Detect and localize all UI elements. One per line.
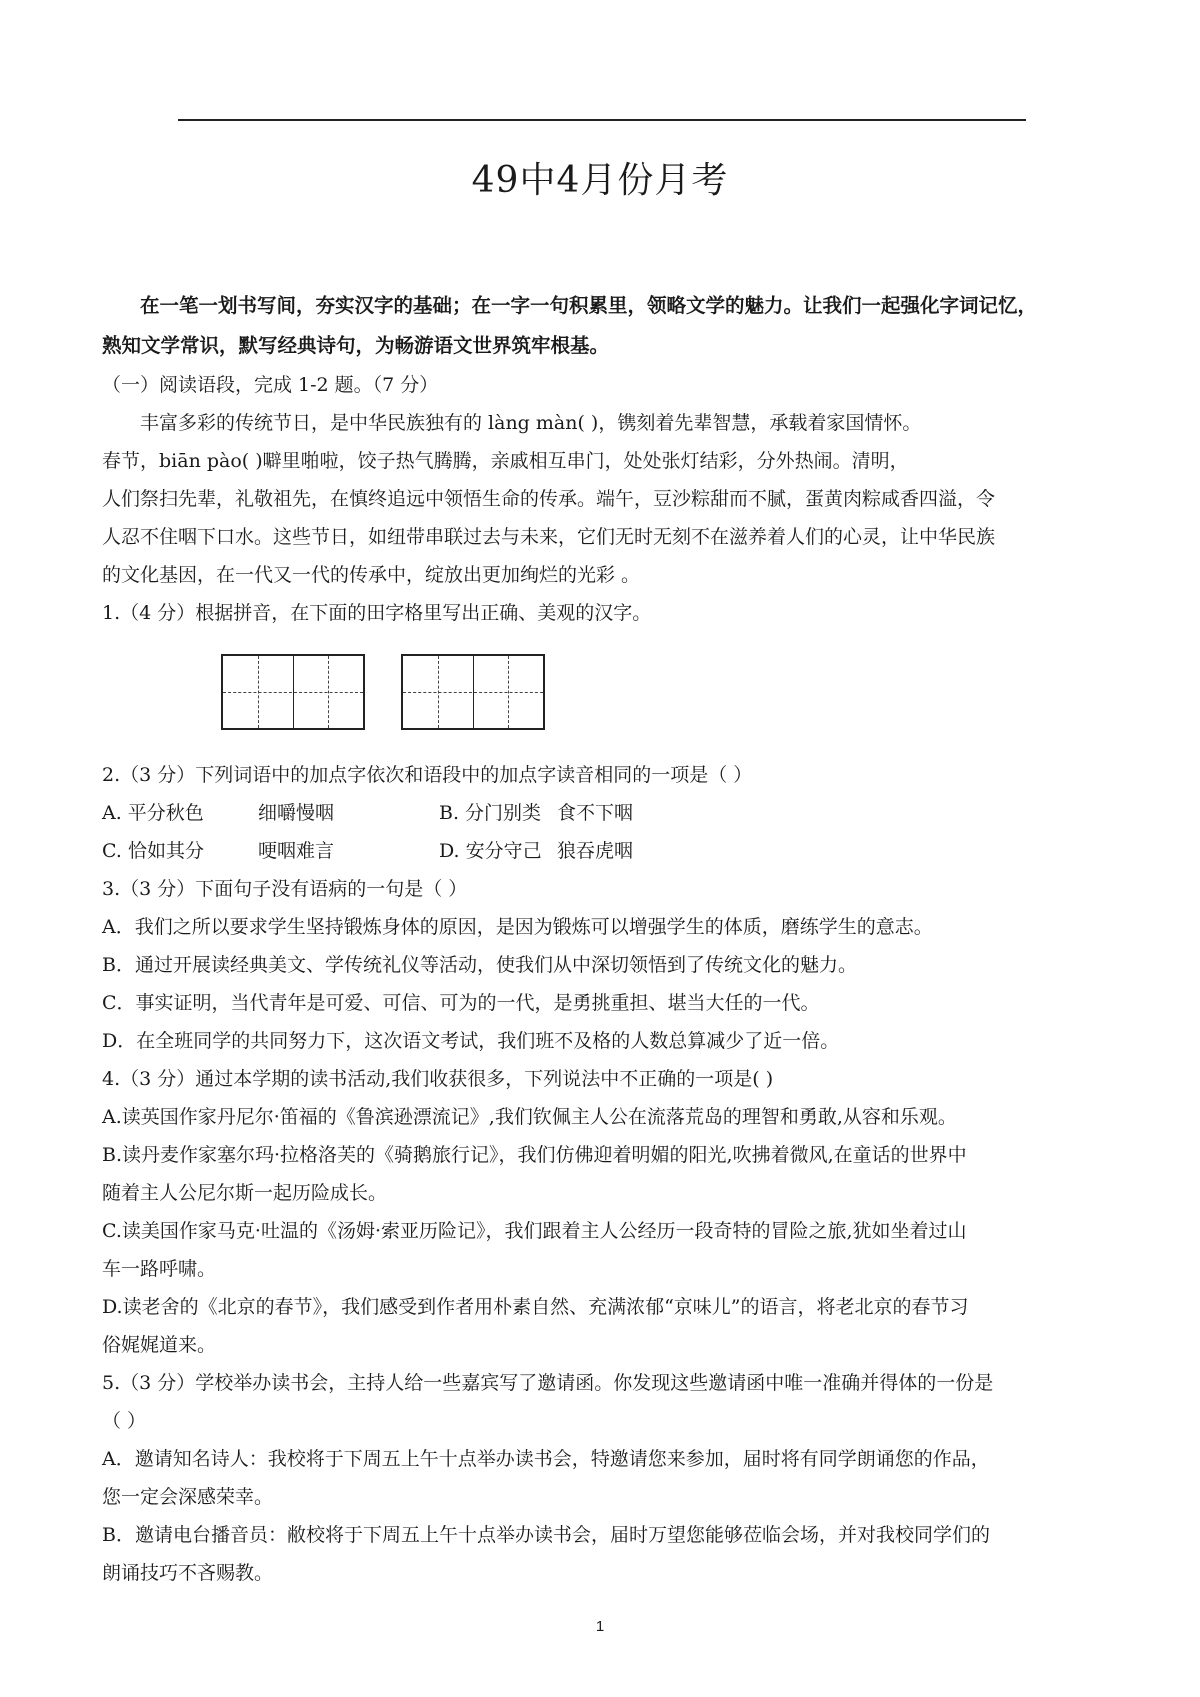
passage-line: 人忍不住咽下口水。这些节日，如纽带串联过去与未来，它们无时无刻不在滋养着人们的心灵，让中华民族	[102, 526, 996, 548]
header-rule	[178, 119, 1026, 121]
q3-option-a: A．我们之所以要求学生坚持锻炼身体的原因，是因为锻炼可以增强学生的体质，磨练学生的意志。	[102, 916, 933, 938]
q4-line: 车一路呼啸。	[102, 1258, 217, 1280]
exam-body	[102, 286, 1100, 1592]
q2-option-b-text: 食不下咽	[557, 802, 634, 824]
q4-line: A.读英国作家丹尼尔·笛福的《鲁滨逊漂流记》,我们钦佩主人公在流落荒岛的理智和勇敢,从容和乐观。	[102, 1106, 957, 1128]
q5-line: B．邀请电台播音员：敝校将于下周五上午十点举办读书会，届时万望您能够莅临会场，并对我校同学们的	[102, 1524, 990, 1546]
intro-line-1: 在一笔一划书写间，夯实汉字的基础；在一字一句积累里，领略文学的魅力。让我们一起强化字词记忆，	[140, 294, 1038, 317]
q3-option-b: B．通过开展读经典美文、学传统礼仪等活动，使我们从中深切领悟到了传统文化的魅力。	[102, 954, 857, 976]
page-number: 1	[595, 1618, 605, 1635]
passage-line: 春节，biān pào( )噼里啪啦，饺子热气腾腾，亲戚相互串门，处处张灯结彩，分外热闹。清明，	[102, 450, 909, 472]
q3-option-d: D．在全班同学的共同努力下，这次语文考试，我们班不及格的人数总算减少了近一倍。	[102, 1030, 840, 1052]
tianzige-row	[102, 632, 1100, 756]
question-1: 1.（4 分）根据拼音，在下面的田字格里写出正确、美观的汉字。	[102, 602, 652, 624]
question-2: 2.（3 分）下列词语中的加点字依次和语段中的加点字读音相同的一项是（ ）	[102, 764, 753, 786]
q5-line: 朗诵技巧不吝赐教。	[102, 1562, 274, 1584]
q3-option-c: C．事实证明，当代青年是可爱、可信、可为的一代，是勇挑重担、堪当大任的一代。	[102, 992, 820, 1014]
page-title: 49中4月份月考	[471, 160, 729, 201]
q4-line: B.读丹麦作家塞尔玛·拉格洛芙的《骑鹅旅行记》，我们仿佛迎着明媚的阳光,吹拂着微风,在童话的世界中	[102, 1144, 967, 1166]
q5-line: A．邀请知名诗人：我校将于下周五上午十点举办读书会，特邀请您来参加，届时将有同学朗诵您的作品，	[102, 1448, 990, 1470]
passage-line: 的文化基因，在一代又一代的传承中，绽放出更加绚烂的光彩 。	[102, 564, 641, 586]
section-heading: （一）阅读语段，完成 1-2 题。（7 分）	[102, 374, 439, 396]
q2-options-row-1	[102, 794, 1100, 832]
intro-line-2: 熟知文学常识，默写经典诗句，为畅游语文世界筑牢根基。	[102, 334, 610, 357]
q5-line: 您一定会深感荣幸。	[102, 1486, 274, 1508]
q2-option-a-label: A. 平分秋色	[102, 802, 204, 824]
tianzige-grid-1[interactable]	[221, 654, 365, 730]
question-3: 3.（3 分）下面句子没有语病的一句是（ ）	[102, 878, 468, 900]
q4-line: D.读老舍的《北京的春节》，我们感受到作者用朴素自然、充满浓郁“京味儿”的语言，将老北京的春节习	[102, 1296, 969, 1318]
q4-line: 俗娓娓道来。	[102, 1334, 217, 1356]
q2-option-b-label: B. 分门别类	[439, 802, 542, 824]
q2-option-d-label: D. 安分守己	[439, 840, 542, 862]
q2-option-d-text: 狼吞虎咽	[557, 840, 634, 862]
q4-line: C.读美国作家马克·吐温的《汤姆·索亚历险记》，我们跟着主人公经历一段奇特的冒险之旅,犹如坐着过山	[102, 1220, 967, 1242]
q5-line: （ ）	[102, 1410, 147, 1432]
q2-option-c-text: 哽咽难言	[258, 840, 335, 862]
q4-line: 随着主人公尼尔斯一起历险成长。	[102, 1182, 388, 1204]
q2-option-c-label: C. 恰如其分	[102, 840, 204, 862]
passage-line: 人们祭扫先辈，礼敬祖先，在慎终追远中领悟生命的传承。端午，豆沙粽甜而不腻，蛋黄肉粽咸香四溢，令	[102, 488, 996, 510]
question-4: 4.（3 分）通过本学期的读书活动,我们收获很多，下列说法中不正确的一项是( )	[102, 1068, 774, 1090]
q2-options-row-2	[102, 832, 1100, 870]
question-5: 5.（3 分）学校举办读书会，主持人给一些嘉宾写了邀请函。你发现这些邀请函中唯一准确并得体的一份是	[102, 1372, 994, 1394]
tianzige-grid-2[interactable]	[401, 654, 545, 730]
passage-line: 丰富多彩的传统节日，是中华民族独有的 làng màn( )，镌刻着先辈智慧，承载着家国情怀。	[140, 412, 922, 434]
q2-option-a-text: 细嚼慢咽	[258, 802, 335, 824]
